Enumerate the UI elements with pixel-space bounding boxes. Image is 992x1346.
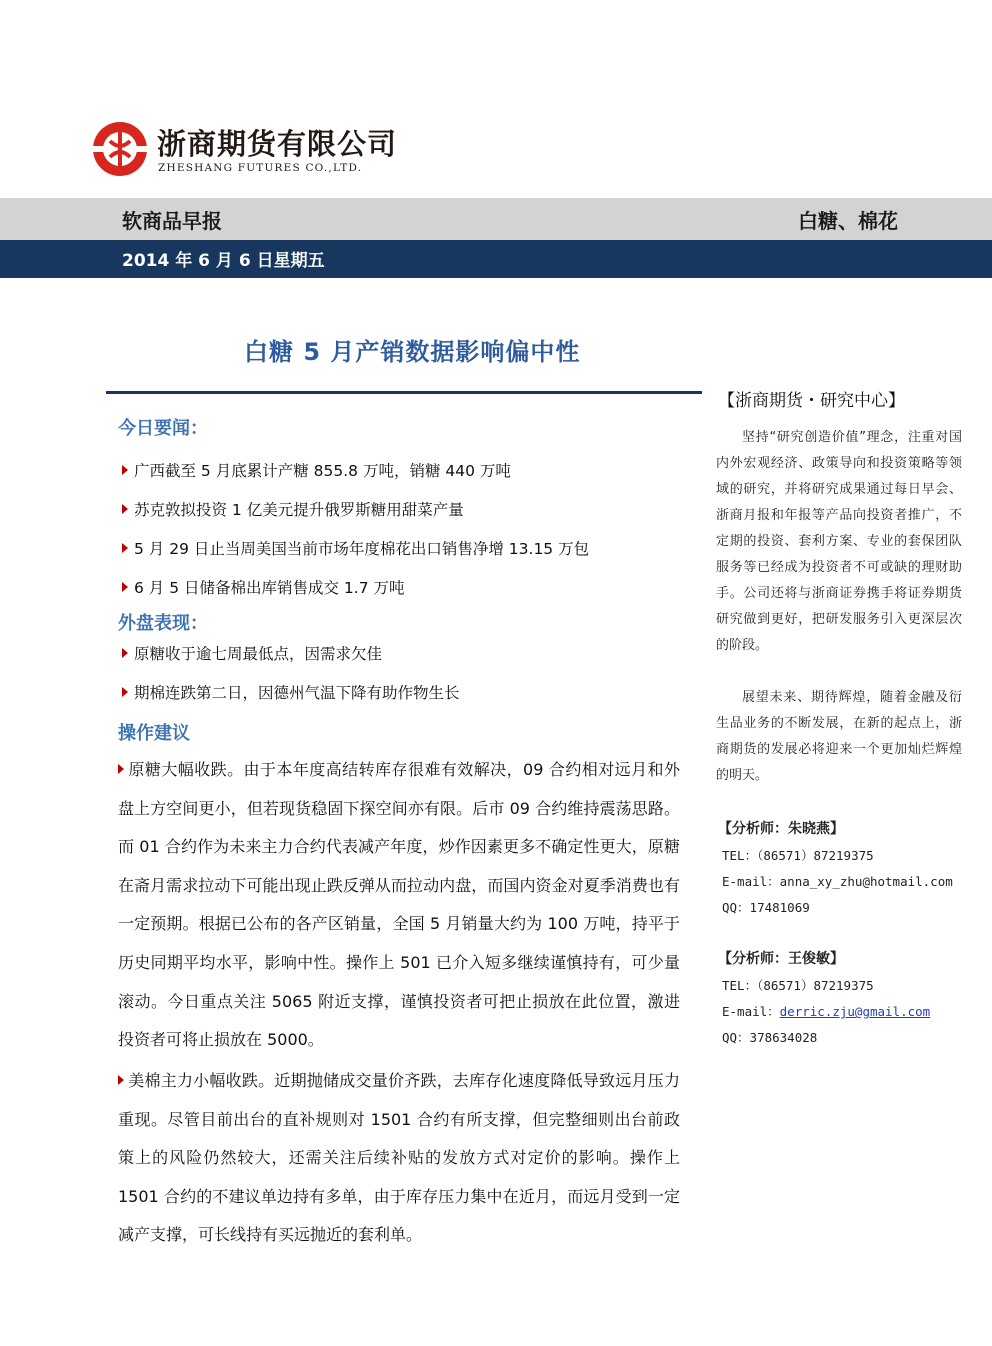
report-categories: 白糖、棉花 [798,209,898,233]
news-item: 6 月 5 日储备棉出库销售成交 1.7 万吨 [122,576,405,598]
analyst-tel: TEL：（86571）87219375 [722,848,874,863]
company-name-cn: 浙商期货有限公司 [157,127,398,161]
bullet-arrow-icon [122,687,128,697]
advice-paragraph-sugar: 原糖大幅收跌。由于本年度高结转库存很难有效解决，09 合约相对远月和外盘上方空间更小，但若现货稳固下探空间亦有限。后市 09 合约维持震荡思路。而 01 合约作为未来主力合约代表减产年度，炒作因素更多不确定性更大，原糖在斋月需求拉动下可能出现止跌反弹从而拉动内盘，而国内资金对夏季消费也有一定预期。根据已公布的各产区销量，全国 5 月销量大约为 100 万吨，持平于历史同期平均水平，影响中性。操作上 501 已介入短多继续谨慎持有，可少量滚动。今日重点关注 5065 附近支撑，谨慎投资者可把止损放在此位置，激进投资者可将止损放在 5000。 [118,760,680,1050]
title-divider [106,391,702,394]
analyst-email-link[interactable]: derric.zju@gmail.com [779,1004,931,1019]
report-type: 软商品早报 [122,209,222,233]
external-item: 原糖收于逾七周最低点，因需求欠佳 [122,642,382,664]
bullet-arrow-icon [122,465,128,475]
bullet-arrow-icon [118,1075,124,1085]
analyst-qq: QQ：17481069 [722,900,810,915]
news-item: 广西截至 5 月底累计产糖 855.8 万吨，销糖 440 万吨 [122,459,511,481]
news-item: 5 月 29 日止当周美国当前市场年度棉花出口销售净增 13.15 万包 [122,537,589,559]
external-item: 期棉连跌第二日，因德州气温下降有助作物生长 [122,681,460,703]
company-name-en: ZHESHANG FUTURES CO.,LTD. [158,162,363,174]
analyst-title: 【分析师：王俊敏】 [718,951,844,967]
news-section-title: 今日要闻： [118,418,208,439]
advice-section-title: 操作建议 [118,723,190,744]
bullet-arrow-icon [122,543,128,553]
sidebar-intro-paragraph: 坚持“研究创造价值”理念，注重对国内外宏观经济、政策导向和投资策略等领域的研究，并将研究成果通过每日早会、浙商月报和年报等产品向投资者推广，不定期的投资、套利方案、专业的套保团队服务等已经成为投资者不可或缺的理财助手。公司还将与浙商证券携手将证券期货研究做到更好，把研发服务引入更深层次的阶段。 [716,430,962,653]
page-title: 白糖 5 月产销数据影响偏中性 [244,338,581,366]
analyst-email-row: E-mail：derric.zju@gmail.com [722,1004,931,1019]
sidebar-intro-paragraph: 展望未来、期待辉煌，随着金融及衍生品业务的不断发展，在新的起点上，浙商期货的发展必将迎来一个更加灿烂辉煌的明天。 [716,690,962,783]
analyst-title: 【分析师：朱晓燕】 [718,821,844,837]
bullet-arrow-icon [122,582,128,592]
analyst-email: anna_xy_zhu@hotmail.com [779,874,953,889]
bullet-arrow-icon [122,648,128,658]
analyst-email-row: E-mail：anna_xy_zhu@hotmail.com [722,874,953,889]
advice-paragraph-cotton: 美棉主力小幅收跌。近期抛储成交量价齐跌，去库存化速度降低导致远月压力重现。尽管目前出台的直补规则对 1501 合约有所支撑，但完整细则出台前政策上的风险仍然较大，还需关注后续补贴的发放方式对定价的影响。操作上 1501 合约的不建议单边持有多单，由于库存压力集中在近月，而远月受到一定减产支撑，可长线持有买远抛近的套利单。 [118,1071,680,1245]
external-section-title: 外盘表现： [118,613,208,634]
company-logo-icon [92,121,148,177]
news-item: 苏克敦拟投资 1 亿美元提升俄罗斯糖用甜菜产量 [122,498,464,520]
sidebar-title: 【浙商期货・研究中心】 [718,391,905,411]
report-date: 2014 年 6 月 6 日星期五 [122,251,325,271]
analyst-qq: QQ：378634028 [722,1030,818,1045]
bullet-arrow-icon [122,504,128,514]
bullet-arrow-icon [118,764,124,774]
analyst-tel: TEL：（86571）87219375 [722,978,874,993]
